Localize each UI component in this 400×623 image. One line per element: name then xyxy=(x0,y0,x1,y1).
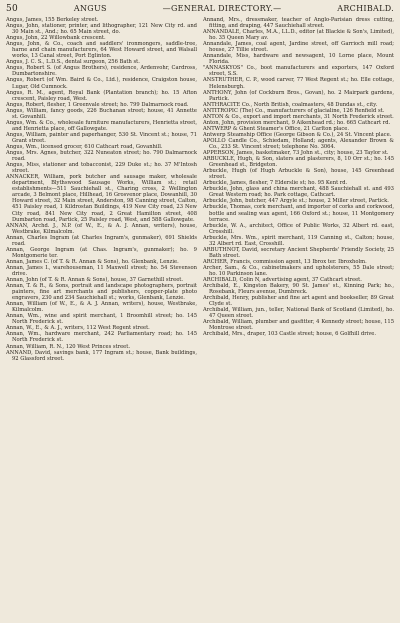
directory-entry: Antwerp Steamship Office (George Gibson & Co.), 24 St. Vincent place. xyxy=(203,131,392,138)
directory-entry: Archibald, E., Kingston Bakery, 90 St. James' st., Kinning Park; ho., Rosebank, Fleurs avenue, Dumbreck. xyxy=(203,283,394,296)
directory-entry: ANNAND, David, savings bank, 177 Ingram st.; house, Bank buildings, 92 Glassford street. xyxy=(6,349,197,362)
directory-entry: Archibald, William, jun., teller, National Bank of Scotland (Limited), ho. 47 Queen street. xyxy=(203,307,394,320)
directory-entry: Angus, John, & Co., coach and saddlers' ironmongers, saddle-tree, harne and chain manufacturers, 64 West Howard street, and Walsall works, 13 Canal street, Port Eglinton. xyxy=(6,41,197,60)
directory-entry: Angus, Wm., licensed grocer, 610 Cathcart road, Govanhill. xyxy=(6,143,163,150)
directory-entry: Annan, Wm., hardware merchant, 242 Parliamentary road; ho. 145 North Frederick st. xyxy=(6,331,197,344)
directory-entry: Annan, George Ingram (at Chas. Ingram's, gunmaker); ho. 9 Montgomerie ter. xyxy=(6,246,197,259)
directory-entry: Arbuckle, W. A., architect, Office of Public Works, 32 Albert rd. east, Crosshill. xyxy=(203,222,394,235)
directory-entry: ANTWERP & Ghent Steamer's Office, 21 Carlton place. xyxy=(203,125,350,132)
directory-entry: Archibald, Henry, publisher and fine art agent and bookseller, 89 Great Clyde st. xyxy=(203,295,394,308)
directory-entry: Angus, William, fancy goods, 226 Buchanan street; house, 41 Annette st. Govanhill. xyxy=(6,107,197,120)
directory-entry: Annandale, Miss, hardware and newsagent, 10 Lorne place, Mount Florida. xyxy=(203,53,394,66)
directory-entry: Annan, T. & R., & Sons, portrait and landscape photographers, portrait painters, fine art merchants and publishers, copper-plate photo engravers, 230 and 234 Sauchiehall st.; works, Glenbank, Lenzie. xyxy=(6,283,197,302)
directory-entry: Arbuckle, Mrs. Wm., spirit merchant, 119 Canning st., Calton; house, 32 Albert rd. East, Crosshill. xyxy=(203,234,394,247)
directory-entry: Annan, Charles Ingram (at Charles Ingram's, gunmaker), 691 Shields road. xyxy=(6,234,197,247)
directory-entry: Annandale, James, coal agent, Jardine street, off Garrioch mill road; house, 27 Tillie street. xyxy=(203,41,394,54)
directory-entry: Annan, William (of W., E., & A. J. Annan, writers), house, Westbrake, Kilmalcolm. xyxy=(6,301,197,314)
page-number: 50 xyxy=(6,4,19,14)
directory-entry: Angus, Robert (of Wm. Baird & Co., Ltd.), residence, Craigston house, Lugar, Old Cumnock. xyxy=(6,77,197,90)
directory-entry: Angus, Mrs. Agnes, butcher, 322 Nuneaton street; ho. 790 Dalmarnock road. xyxy=(6,150,197,163)
directory-columns xyxy=(6,17,394,621)
directory-entry: Annan, William, R. N., 120 West Princes street. xyxy=(6,343,130,350)
directory-entry: Arbuckle, John, butcher, 447 Argyle st.; house, 2 Miller street, Partick. xyxy=(203,198,389,205)
right-column xyxy=(203,17,394,621)
directory-entry: ANNAN, Archd. J., N.P. (of W., E., & A. J. Annan, writers), house, Westbrake, Kilmalcolm. xyxy=(6,222,197,235)
directory-entry: Angus, John, stationer, printer, and lithographer, 121 New City rd. and 30 Main st., And.; ho. 65 Main street, do. xyxy=(6,23,197,36)
header-left-keyword: ANGUS xyxy=(73,4,107,13)
directory-entry: Annand, Mrs., dressmaker, teacher of Anglo-Parisian dress cutting, fitting, and draping, 447 Sauchiehall street. xyxy=(203,17,394,30)
directory-entry: Angus, Wm. & Co., wholesale furniture manufacturers, Henrietta street, and Henrietta place, off Gallowgate. xyxy=(6,119,197,132)
directory-entry: ARCHIBALD, Colin N, advertising agent, 37 Cathcart street. xyxy=(203,277,362,284)
directory-entry: Angus, Robert S. (of Angus Brothers), residence, Ardenvohr, Cardross, Dumbartonshire. xyxy=(6,65,197,78)
directory-entry: Angus, James, 155 Berkeley street. xyxy=(6,17,99,23)
directory-entry: ANTHONY, John (of Cockburn Bros., Govan), ho. 2 Mairpark gardens, Partick. xyxy=(203,89,394,102)
directory-entry: Angus, J. C. S., L.D.S., dental surgeon, 256 Bath st. xyxy=(6,59,140,66)
directory-entry: Annan, James I., warehouseman, 11 Maxwell street; ho. 54 Stevenson drive. xyxy=(6,264,197,277)
directory-entry: Archibald, William, plumber and gasfitter, 4 Kennedy street; house, 115 Montrose street. xyxy=(203,319,394,332)
header-title: —GENERAL DIRECTORY.— xyxy=(162,4,282,13)
directory-entry: Angus, William, painter and paperhanger, 530 St. Vincent st.; house, 71 Grant street. xyxy=(6,131,197,144)
directory-entry: Annan, James C. (of T. & R. Annan & Sons), ho. Glenbank, Lenzie. xyxy=(6,258,179,265)
directory-entry: ANNACKER, William, pork butcher and sausage maker, wholesale department, Blythswood Sausage Works, William st.; retail establishments—511 Sauchiehall st., Charing cross, 2 Wellington arcade, 3 Belmont place, Hillhead, 16 Grosvenor place, Dowanhill, 30 Howard street, 32 Main street, Anderston, 98 Canning street, Calton, 451 Paisley road, 1 Kildrostan Buildings, 419 New City road, 23 New City road, 841 New City road, 2 Great Hamilton street, 408 Dumbarton road, Partick, 25 Paisley road, West, and 588 Gallowgate. xyxy=(6,174,197,223)
directory-entry: Arbuckle, James, flesher, 7 Elderslie st; ho. 95 Kent rd. xyxy=(203,180,348,187)
directory-entry: Annan, John (of T. & R. Annan & Sons), house, 37 Garnethill street. xyxy=(6,277,184,284)
directory-entry: Anton, John, provision merchant, 9 Aikenhead rd.; ho. 665 Cathcart rd. xyxy=(203,119,391,126)
directory-entry: Angus, John, 22 Willowbank crescent. xyxy=(6,35,106,42)
directory-entry: APPERSON, James, basketmaker, 73 John st., city; house, 23 Taylor st. xyxy=(203,150,389,157)
directory-entry: Annan, Wm., wine and spirit merchant, 1 Broomhill street; ho. 145 North Frederick st. xyxy=(6,313,197,326)
directory-entry: ANTON & Co., export and import merchants, 31 North Frederick street. xyxy=(203,113,394,120)
directory-entry: Arbuckle, John, glass and china merchant, 488 Sauchiehall st. and 493 Great Western road; ho. Park cottage, Cathcart. xyxy=(203,186,394,199)
directory-entry: "ANNASKYOS" Co., boot manufacturers and exporters, 147 Oxford street, S.S. xyxy=(203,65,394,78)
directory-entry: Arbuckle, Thomas, cork merchant, and importer of corks and corkwood, bottle and sealing wax agent, 166 Oxford st.; house, 11 Montgomery terrace. xyxy=(203,204,394,223)
directory-entry: Annan, W., E., & A. J., writers, 112 West Regent street. xyxy=(6,325,150,332)
directory-entry: Arbuckle, Hugh (of Hugh Arbuckle & Son), house, 145 Greenhead street. xyxy=(203,168,394,181)
directory-entry: ANTHRACITE Co., North British, coalmasters, 48 Dundas st., city. xyxy=(203,101,378,108)
directory-entry: ARBUCKLE, Hugh, & Son, slaters and plasterers, 8, 10 Orr st.; ho. 145 Greenhead st., Bridgeton. xyxy=(203,156,394,169)
directory-entry: Archer, Sam., & Co., cabinetmakers and upholsterers, 55 Dale street; ho. 10 Parkinson lane. xyxy=(203,264,394,277)
directory-entry: APOLLO Candle Co., Schiedam, Holland; agents, Alexander Brown & Co., 233 St. Vincent street; telephone No. 3064. xyxy=(203,137,394,150)
directory-entry: Angus, Robert, flesher, 1 Greenvale street; ho. 799 Dalmarnock road. xyxy=(6,101,189,108)
directory-entry: ANTITROPIC (The) Co., manufacturers of glacialine, 126 Renfield st. xyxy=(203,107,385,114)
page-header xyxy=(6,4,394,15)
directory-entry: ARCHER, Francis, commission agent, 13 Ibrox ter. Ibroxholm. xyxy=(203,258,367,265)
directory-entry: ARBUTHNOT, David, secretary Ancient Shepherds' Friendly Society, 25 Bath street. xyxy=(203,246,394,259)
directory-entry: ANSTRUTHER, C. P., wood carver, 77 West Regent st.; ho. Elle cottage, Helensburgh. xyxy=(203,77,394,90)
directory-entry: ANNANDALE, Charles, M.A., LL.D., editor (at Blackie & Son's, Limited), ho. 35 Queen Mary av. xyxy=(203,29,394,42)
directory-entry: Angus, R. M., agent, Royal Bank (Plantation branch); ho. 15 Afton crescent, Paisley road, West. xyxy=(6,89,197,102)
left-column xyxy=(6,17,197,621)
directory-entry: Archibald, Mrs., draper, 103 Castle street; house, 6 Golfhill drive. xyxy=(203,331,377,338)
header-right-keyword: ARCHIBALD. xyxy=(337,4,394,13)
directory-entry: Angus, Miss, stationer and tobacconist, 229 Duke st.; ho. 37 M'Intosh street. xyxy=(6,162,197,175)
